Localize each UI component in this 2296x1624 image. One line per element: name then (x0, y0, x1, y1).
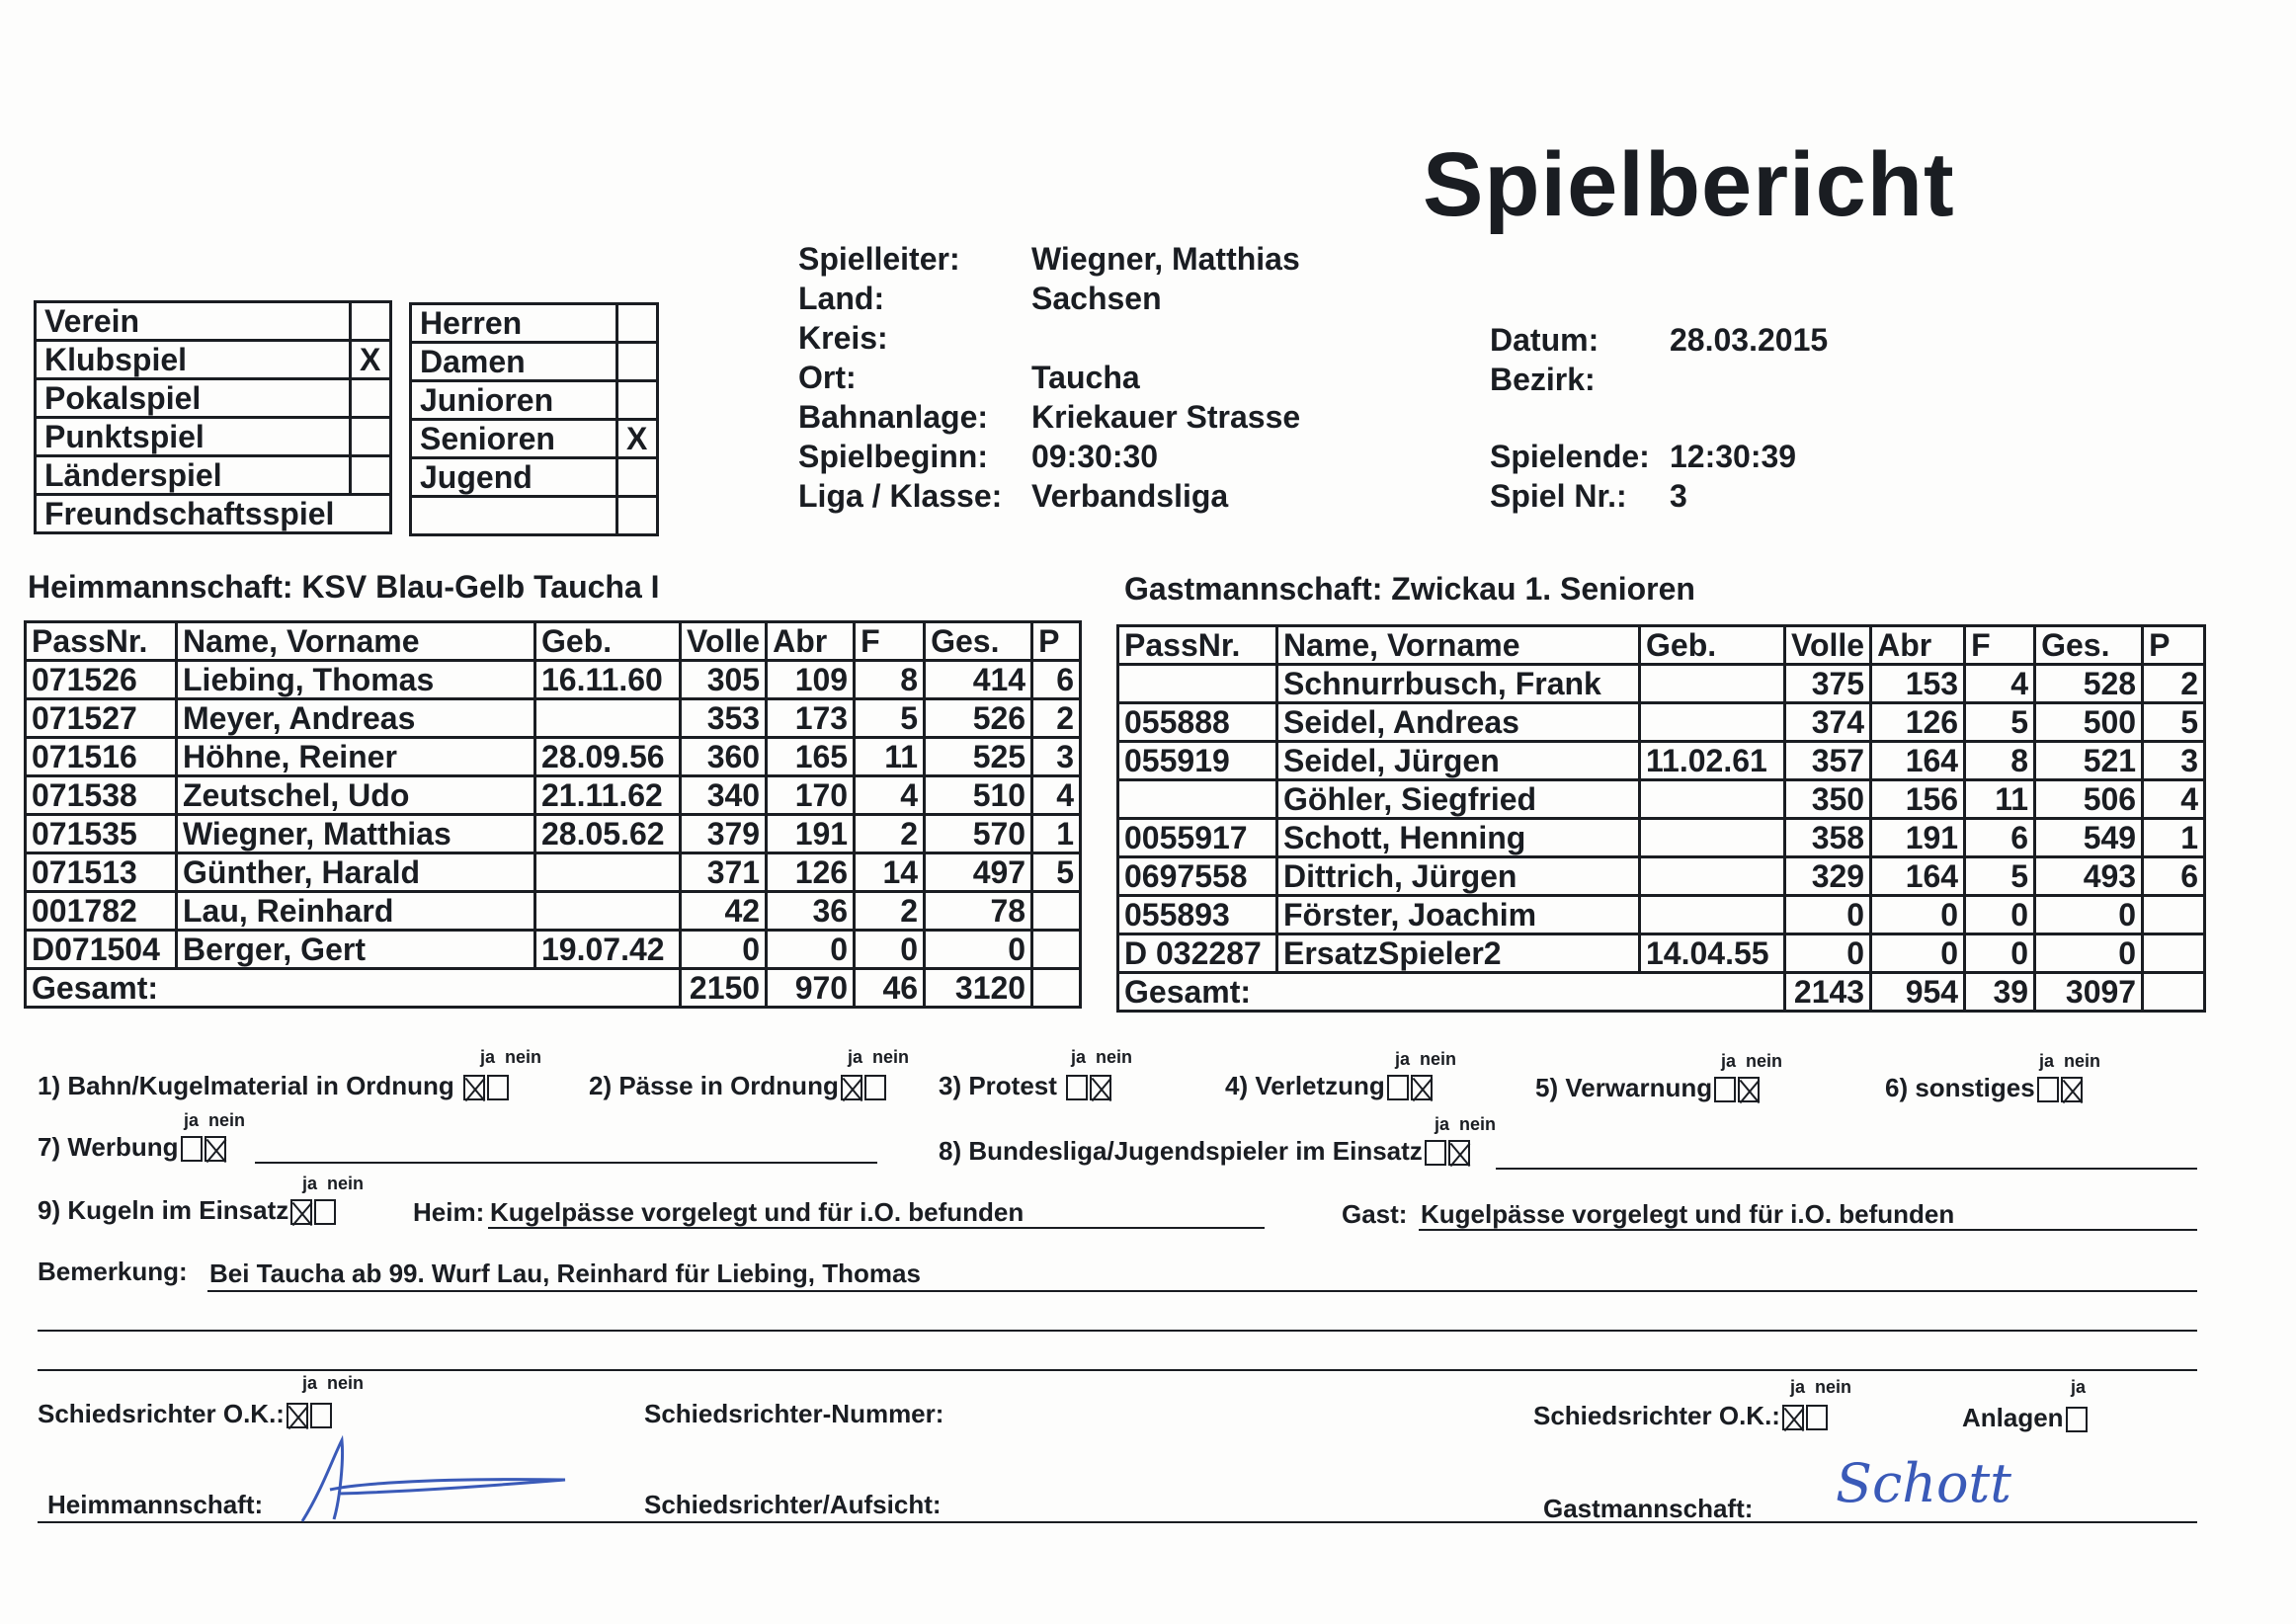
home-cell[interactable]: 2 (855, 892, 925, 931)
col-p: P (1032, 622, 1081, 661)
guest-cell[interactable]: Förster, Joachim (1277, 896, 1640, 934)
guest-cell[interactable]: 0 (1785, 896, 1871, 934)
sr-nummer-label: Schiedsrichter-Nummer: (644, 1399, 944, 1428)
label-land: Land: (798, 281, 885, 316)
sr-ok-left-ja-checkbox[interactable] (287, 1403, 308, 1428)
q4-ja-checkbox[interactable] (1387, 1075, 1409, 1100)
ja-nein-label: ja nein (184, 1110, 246, 1130)
gastmannschaft-signature-label: Gastmannschaft: (1543, 1494, 1754, 1523)
mark-empty[interactable] (617, 497, 658, 535)
home-cell[interactable]: Liebing, Thomas (177, 661, 535, 699)
home-cell[interactable]: 071538 (26, 776, 177, 815)
guest-cell[interactable] (1640, 896, 1785, 934)
col-name: Name, Vorname (177, 622, 535, 661)
gast-line (1419, 1229, 2197, 1231)
anlagen-ja-checkbox[interactable] (2066, 1407, 2088, 1432)
question-9: 9) Kugeln im Einsatz (38, 1195, 336, 1226)
value-datum: 28.03.2015 (1670, 322, 1829, 358)
type-row-freundschaftsspiel: Freundschaftsspiel (36, 495, 391, 533)
class-row-senioren: Senioren X (411, 420, 658, 458)
guest-cell[interactable]: 0 (1965, 934, 2035, 973)
guest-cell[interactable] (1640, 665, 1785, 703)
guest-cell[interactable]: 0697558 (1118, 857, 1277, 896)
guest-cell[interactable]: D 032287 (1118, 934, 1277, 973)
guest-player-row (1118, 934, 2205, 973)
home-total-value: 970 (767, 969, 855, 1008)
q8-ja-checkbox[interactable] (1425, 1140, 1446, 1166)
home-cell[interactable]: 170 (767, 776, 855, 815)
guest-cell[interactable]: 164 (1871, 742, 1965, 780)
home-cell[interactable] (535, 853, 681, 892)
col-ges: Ges. (2035, 626, 2143, 665)
guest-player-row (1118, 896, 2205, 934)
home-cell[interactable]: 071516 (26, 738, 177, 776)
value-bahnanlage: Kriekauer Strasse (1031, 399, 1301, 435)
q9-ja-checkbox[interactable] (290, 1199, 312, 1225)
guest-cell[interactable]: Seidel, Andreas (1277, 703, 1640, 742)
question-8: 8) Bundesliga/Jugendspieler im Einsatz (939, 1136, 1470, 1167)
guest-cell[interactable] (1118, 780, 1277, 819)
home-cell[interactable]: Lau, Reinhard (177, 892, 535, 931)
guest-cell[interactable]: 0 (2035, 934, 2143, 973)
guest-cell[interactable]: ErsatzSpieler2 (1277, 934, 1640, 973)
home-cell[interactable]: 3 (1032, 738, 1081, 776)
q8-nein-checkbox[interactable] (1448, 1140, 1470, 1166)
guest-cell[interactable]: Göhler, Siegfried (1277, 780, 1640, 819)
label-spielende: Spielende: (1490, 439, 1650, 474)
home-cell[interactable]: 497 (925, 853, 1032, 892)
guest-team-label: Gastmannschaft: Zwickau 1. Senioren (1124, 571, 1695, 607)
home-player-row (26, 738, 1081, 776)
question-2: 2) Pässe in Ordnung (589, 1071, 886, 1101)
guest-cell[interactable]: 055893 (1118, 896, 1277, 934)
guest-cell[interactable] (1640, 857, 1785, 896)
guest-cell[interactable]: 350 (1785, 780, 1871, 819)
guest-cell[interactable]: 374 (1785, 703, 1871, 742)
q2-nein-checkbox[interactable] (864, 1075, 886, 1100)
sr-ok-right-nein-checkbox[interactable] (1806, 1405, 1828, 1430)
guest-cell[interactable]: 0 (1965, 896, 2035, 934)
home-cell[interactable]: 360 (681, 738, 767, 776)
bemerkung-line (207, 1290, 2197, 1292)
q4-nein-checkbox[interactable] (1411, 1075, 1433, 1100)
heim-line (488, 1227, 1265, 1229)
guest-cell[interactable]: 500 (2035, 703, 2143, 742)
label-spielbeginn: Spielbeginn: (798, 439, 988, 474)
q6-ja-checkbox[interactable] (2037, 1077, 2059, 1102)
q7-nein-checkbox[interactable] (205, 1136, 226, 1162)
ja-nein-label: ja nein (302, 1174, 365, 1193)
sr-ok-right-ja-checkbox[interactable] (1782, 1405, 1804, 1430)
info-labels (798, 239, 1002, 516)
home-cell[interactable]: 165 (767, 738, 855, 776)
home-cell[interactable]: 109 (767, 661, 855, 699)
home-cell[interactable]: Wiegner, Matthias (177, 815, 535, 853)
home-player-row (26, 892, 1081, 931)
player-class-box (409, 302, 659, 536)
question-5: 5) Verwarnung (1535, 1073, 1760, 1103)
type-row-verein: Verein (36, 302, 391, 341)
guest-total-value: 3097 (2035, 973, 2143, 1012)
q9-nein-checkbox[interactable] (314, 1199, 336, 1225)
guest-cell[interactable]: Dittrich, Jürgen (1277, 857, 1640, 896)
q3-nein-checkbox[interactable] (1090, 1075, 1111, 1100)
guest-player-row (1118, 780, 2205, 819)
type-row-pokalspiel: Pokalspiel (36, 379, 391, 418)
guest-cell[interactable]: 3 (2143, 742, 2205, 780)
home-cell[interactable]: 0 (767, 931, 855, 969)
home-total-row (26, 969, 1081, 1008)
q6-nein-checkbox[interactable] (2061, 1077, 2083, 1102)
guest-cell[interactable]: 11 (1965, 780, 2035, 819)
type-row-punktspiel: Punktspiel (36, 418, 391, 456)
label-kreis: Kreis: (798, 320, 888, 356)
guest-player-row (1118, 857, 2205, 896)
home-cell[interactable]: 510 (925, 776, 1032, 815)
home-cell[interactable]: 526 (925, 699, 1032, 738)
home-cell[interactable]: 0 (925, 931, 1032, 969)
question-7: 7) Werbung (38, 1132, 226, 1163)
home-cell[interactable]: 42 (681, 892, 767, 931)
home-cell[interactable]: 191 (767, 815, 855, 853)
guest-cell[interactable] (2143, 934, 2205, 973)
home-cell[interactable]: 071527 (26, 699, 177, 738)
home-cell[interactable]: 36 (767, 892, 855, 931)
home-cell[interactable]: 78 (925, 892, 1032, 931)
ja-nein-label: ja nein (302, 1373, 365, 1393)
home-team-table (24, 620, 1082, 1009)
home-cell[interactable] (535, 699, 681, 738)
home-cell[interactable]: Höhne, Reiner (177, 738, 535, 776)
class-row-damen: Damen (411, 343, 658, 381)
home-cell[interactable]: 21.11.62 (535, 776, 681, 815)
home-cell[interactable]: 173 (767, 699, 855, 738)
home-cell[interactable]: 5 (1032, 853, 1081, 892)
home-cell[interactable]: 126 (767, 853, 855, 892)
col-geb: Geb. (535, 622, 681, 661)
guest-total-row (1118, 973, 2205, 1012)
home-cell[interactable]: Berger, Gert (177, 931, 535, 969)
gast-value[interactable]: Kugelpässe vorgelegt und für i.O. befunden (1421, 1199, 1955, 1229)
col-geb: Geb. (1640, 626, 1785, 665)
gast-label: Gast: (1342, 1199, 1408, 1229)
guest-cell[interactable]: 0 (1785, 934, 1871, 973)
guest-cell[interactable]: 126 (1871, 703, 1965, 742)
guest-cell[interactable]: 549 (2035, 819, 2143, 857)
class-row-empty (411, 497, 658, 535)
bemerkung-line-3 (38, 1369, 2197, 1371)
guest-cell[interactable]: 2 (2143, 665, 2205, 703)
home-cell[interactable] (1032, 931, 1081, 969)
guest-cell[interactable]: 0 (2035, 896, 2143, 934)
guest-cell[interactable]: 6 (2143, 857, 2205, 896)
guest-cell[interactable]: 5 (2143, 703, 2205, 742)
guest-team-table (1116, 624, 2206, 1013)
anlagen: Anlagen (1962, 1403, 2088, 1433)
home-total-label: Gesamt: (26, 969, 681, 1008)
guest-cell[interactable] (1118, 665, 1277, 703)
ja-label: ja (2071, 1377, 2087, 1397)
bemerkung-line-2 (38, 1330, 2197, 1332)
home-cell[interactable]: 5 (855, 699, 925, 738)
guest-total-value (2143, 973, 2205, 1012)
home-player-row (26, 776, 1081, 815)
werbung-line[interactable] (255, 1162, 877, 1164)
col-abr: Abr (1871, 626, 1965, 665)
guest-cell[interactable]: 528 (2035, 665, 2143, 703)
guest-cell[interactable]: 055888 (1118, 703, 1277, 742)
label-spielnr: Spiel Nr.: (1490, 478, 1627, 514)
guest-cell[interactable]: 156 (1871, 780, 1965, 819)
label-ort: Ort: (798, 360, 857, 395)
guest-cell[interactable]: 521 (2035, 742, 2143, 780)
value-ort: Taucha (1031, 360, 1140, 395)
home-cell[interactable]: 305 (681, 661, 767, 699)
mark-punktspiel[interactable] (351, 418, 391, 456)
home-cell[interactable]: Zeutschel, Udo (177, 776, 535, 815)
home-cell[interactable]: 19.07.42 (535, 931, 681, 969)
home-cell[interactable]: 6 (1032, 661, 1081, 699)
mark-junioren[interactable] (617, 381, 658, 420)
q5-ja-checkbox[interactable] (1714, 1077, 1736, 1102)
guest-cell[interactable]: 329 (1785, 857, 1871, 896)
guest-cell[interactable]: 8 (1965, 742, 2035, 780)
col-passnr: PassNr. (26, 622, 177, 661)
home-cell[interactable]: 071535 (26, 815, 177, 853)
col-passnr: PassNr. (1118, 626, 1277, 665)
home-cell[interactable]: 14 (855, 853, 925, 892)
guest-cell[interactable]: 14.04.55 (1640, 934, 1785, 973)
home-cell[interactable]: Günther, Harald (177, 853, 535, 892)
home-cell[interactable]: 379 (681, 815, 767, 853)
ja-nein-label: ja nein (1721, 1051, 1783, 1071)
home-cell[interactable]: 2 (855, 815, 925, 853)
guest-cell[interactable]: Schnurrbusch, Frank (1277, 665, 1640, 703)
guest-total-value: 954 (1871, 973, 1965, 1012)
guest-signature: Schott (1836, 1452, 2011, 1514)
sr-ok-right: Schiedsrichter O.K.: (1533, 1401, 1828, 1431)
home-cell[interactable]: 1 (1032, 815, 1081, 853)
home-cell[interactable]: 071526 (26, 661, 177, 699)
type-row-klubspiel: Klubspiel X (36, 341, 391, 379)
home-cell[interactable]: Meyer, Andreas (177, 699, 535, 738)
home-header-row (26, 622, 1081, 661)
home-player-row (26, 699, 1081, 738)
guest-cell[interactable]: 357 (1785, 742, 1871, 780)
col-f: F (1965, 626, 2035, 665)
question-1: 1) Bahn/Kugelmaterial in Ordnung (38, 1071, 509, 1101)
guest-cell[interactable]: 506 (2035, 780, 2143, 819)
home-player-row (26, 815, 1081, 853)
guest-cell[interactable] (1640, 819, 1785, 857)
col-abr: Abr (767, 622, 855, 661)
ja-nein-label: ja nein (1790, 1377, 1852, 1397)
home-total-value: 46 (855, 969, 925, 1008)
home-cell[interactable]: 371 (681, 853, 767, 892)
guest-cell[interactable]: 5 (1965, 703, 2035, 742)
mark-verein[interactable] (351, 302, 391, 341)
mark-pokalspiel[interactable] (351, 379, 391, 418)
home-cell[interactable]: 4 (1032, 776, 1081, 815)
mark-damen[interactable] (617, 343, 658, 381)
home-cell[interactable] (1032, 892, 1081, 931)
guest-cell[interactable]: 5 (1965, 857, 2035, 896)
col-p: P (2143, 626, 2205, 665)
ja-nein-label: ja nein (480, 1047, 542, 1067)
ja-nein-label: ja nein (848, 1047, 910, 1067)
guest-cell[interactable]: 6 (1965, 819, 2035, 857)
guest-cell[interactable]: 11.02.61 (1640, 742, 1785, 780)
home-cell[interactable]: 340 (681, 776, 767, 815)
guest-header-row (1118, 626, 2205, 665)
bemerkung-label: Bemerkung: (38, 1257, 188, 1286)
label-bezirk: Bezirk: (1490, 362, 1596, 397)
label-liga: Liga / Klasse: (798, 478, 1003, 514)
class-row-jugend: Jugend (411, 458, 658, 497)
guest-player-row (1118, 703, 2205, 742)
ja-nein-label: ja nein (1395, 1049, 1457, 1069)
type-row-laenderspiel: Länderspiel (36, 456, 391, 495)
guest-cell[interactable]: Seidel, Jürgen (1277, 742, 1640, 780)
value-kreis (1031, 318, 1300, 358)
guest-cell[interactable]: 191 (1871, 819, 1965, 857)
home-cell[interactable]: 28.05.62 (535, 815, 681, 853)
home-cell[interactable]: 414 (925, 661, 1032, 699)
guest-cell[interactable]: 0 (1871, 896, 1965, 934)
home-cell[interactable]: 0 (681, 931, 767, 969)
col-ges: Ges. (925, 622, 1032, 661)
guest-cell[interactable] (1640, 780, 1785, 819)
bemerkung-value[interactable]: Bei Taucha ab 99. Wurf Lau, Reinhard für Liebing, Thomas (209, 1259, 921, 1288)
sr-aufsicht-label: Schiedsrichter/Aufsicht: (644, 1490, 942, 1519)
guest-total-value: 2143 (1785, 973, 1871, 1012)
mark-klubspiel[interactable]: X (351, 341, 391, 379)
label-bahnanlage: Bahnanlage: (798, 399, 989, 435)
home-cell[interactable] (535, 892, 681, 931)
value-spielleiter: Wiegner, Matthias (1031, 241, 1300, 277)
home-cell[interactable]: D071504 (26, 931, 177, 969)
q5-nein-checkbox[interactable] (1738, 1077, 1760, 1102)
q1-nein-checkbox[interactable] (487, 1075, 509, 1100)
mark-senioren[interactable]: X (617, 420, 658, 458)
guest-cell[interactable]: 0055917 (1118, 819, 1277, 857)
heim-value[interactable]: Kugelpässe vorgelegt und für i.O. befunden (490, 1197, 1025, 1227)
question-4: 4) Verletzung (1225, 1071, 1433, 1101)
home-cell[interactable]: 570 (925, 815, 1032, 853)
q3-ja-checkbox[interactable] (1066, 1075, 1088, 1100)
guest-player-row (1118, 742, 2205, 780)
label-datum: Datum: (1490, 322, 1599, 358)
col-f: F (855, 622, 925, 661)
guest-player-row (1118, 819, 2205, 857)
bundesliga-line[interactable] (1496, 1168, 2197, 1170)
home-cell[interactable]: 525 (925, 738, 1032, 776)
question-6: 6) sonstiges (1885, 1073, 2083, 1103)
home-total-value: 2150 (681, 969, 767, 1008)
guest-cell[interactable]: 493 (2035, 857, 2143, 896)
guest-cell[interactable]: 358 (1785, 819, 1871, 857)
home-total-value (1032, 969, 1081, 1008)
heimmannschaft-signature-label: Heimmannschaft: (47, 1490, 264, 1519)
class-row-herren: Herren (411, 304, 658, 343)
home-cell[interactable]: 001782 (26, 892, 177, 931)
mark-herren[interactable] (617, 304, 658, 343)
mark-laenderspiel[interactable] (351, 456, 391, 495)
guest-cell[interactable]: 4 (2143, 780, 2205, 819)
value-spielnr: 3 (1670, 478, 1687, 514)
class-row-junioren: Junioren (411, 381, 658, 420)
col-name: Name, Vorname (1277, 626, 1640, 665)
question-3: 3) Protest (939, 1071, 1111, 1101)
home-cell[interactable]: 16.11.60 (535, 661, 681, 699)
value-spielbeginn: 09:30:30 (1031, 439, 1159, 474)
info-values (1031, 239, 1300, 516)
ja-nein-label: ja nein (2039, 1051, 2101, 1071)
sr-ok-left: Schiedsrichter O.K.: (38, 1399, 332, 1429)
home-cell[interactable]: 071513 (26, 853, 177, 892)
col-volle: Volle (1785, 626, 1871, 665)
home-player-row (26, 853, 1081, 892)
guest-cell[interactable]: 153 (1871, 665, 1965, 703)
home-signature (292, 1430, 579, 1529)
guest-cell[interactable] (1640, 703, 1785, 742)
guest-cell[interactable]: 164 (1871, 857, 1965, 896)
page-title: Spielbericht (1423, 134, 1955, 235)
guest-cell[interactable]: 375 (1785, 665, 1871, 703)
value-liga: Verbandsliga (1031, 478, 1229, 514)
label-spielleiter: Spielleiter: (798, 241, 960, 277)
value-spielende: 12:30:39 (1670, 439, 1797, 474)
guest-cell[interactable] (2143, 896, 2205, 934)
q2-ja-checkbox[interactable] (841, 1075, 862, 1100)
value-land: Sachsen (1031, 281, 1162, 316)
heim-label: Heim: (413, 1197, 485, 1227)
guest-cell[interactable]: 1 (2143, 819, 2205, 857)
guest-total-label: Gesamt: (1118, 973, 1785, 1012)
guest-cell[interactable]: Schott, Henning (1277, 819, 1640, 857)
home-cell[interactable]: 4 (855, 776, 925, 815)
guest-cell[interactable]: 4 (1965, 665, 2035, 703)
ja-nein-label: ja nein (1435, 1114, 1497, 1134)
guest-cell[interactable]: 055919 (1118, 742, 1277, 780)
home-team-label: Heimmannschaft: KSV Blau-Gelb Taucha I (28, 569, 660, 605)
home-cell[interactable]: 8 (855, 661, 925, 699)
home-cell[interactable]: 2 (1032, 699, 1081, 738)
home-cell[interactable]: 28.09.56 (535, 738, 681, 776)
mark-jugend[interactable] (617, 458, 658, 497)
q7-ja-checkbox[interactable] (181, 1136, 203, 1162)
home-cell[interactable]: 353 (681, 699, 767, 738)
guest-cell[interactable]: 0 (1871, 934, 1965, 973)
col-volle: Volle (681, 622, 767, 661)
home-player-row (26, 661, 1081, 699)
home-cell[interactable]: 11 (855, 738, 925, 776)
guest-total-value: 39 (1965, 973, 2035, 1012)
ja-nein-label: ja nein (1071, 1047, 1133, 1067)
home-total-value: 3120 (925, 969, 1032, 1008)
home-player-row (26, 931, 1081, 969)
match-type-box (34, 300, 392, 534)
home-cell[interactable]: 0 (855, 931, 925, 969)
guest-player-row (1118, 665, 2205, 703)
sr-ok-left-nein-checkbox[interactable] (310, 1403, 332, 1428)
q1-ja-checkbox[interactable] (463, 1075, 485, 1100)
